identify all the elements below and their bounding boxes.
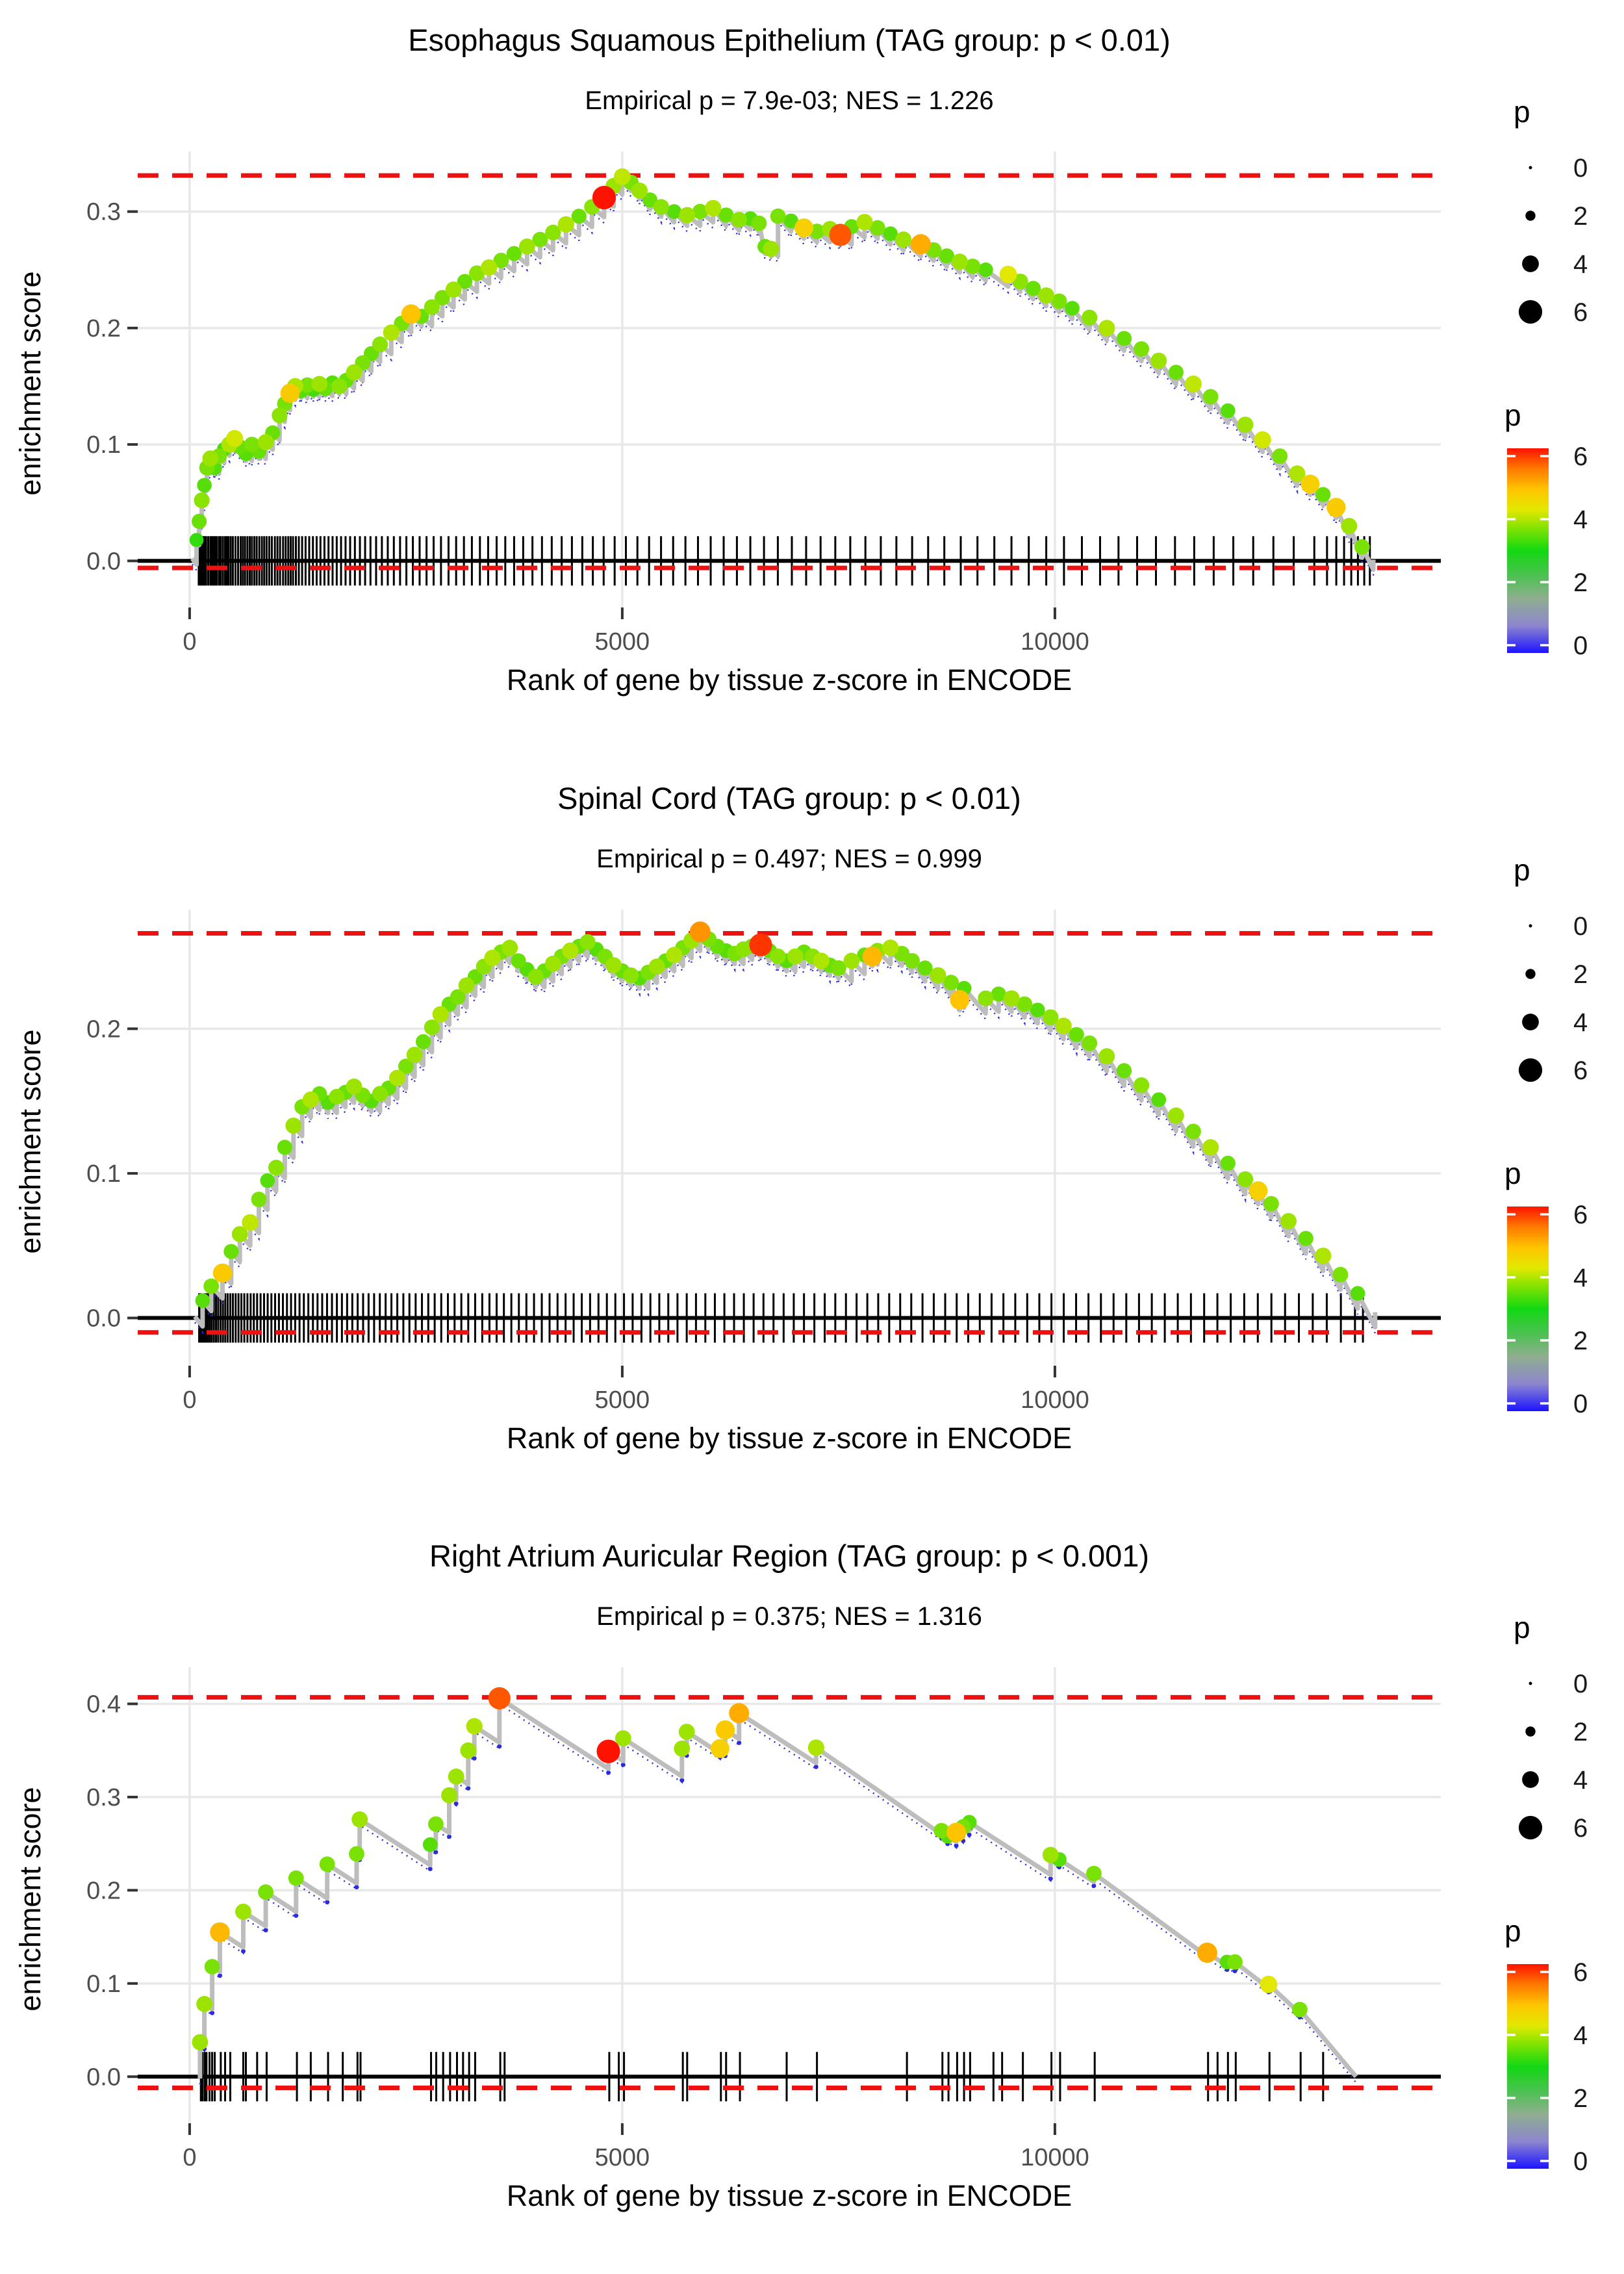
gene-dot <box>666 947 682 963</box>
gene-dot <box>597 1740 620 1763</box>
gene-dot <box>978 991 993 1006</box>
panel-subtitle: Empirical p = 0.375; NES = 1.316 <box>596 1602 982 1631</box>
blue-dot <box>210 2011 214 2015</box>
gene-dot <box>679 207 695 224</box>
gene-dot <box>729 1703 749 1723</box>
y-tick-label: 0.1 <box>86 1970 121 1998</box>
panel-2 <box>0 758 1624 1516</box>
gene-dot <box>1299 1231 1313 1246</box>
panel-subtitle: Empirical p = 7.9e-03; NES = 1.226 <box>585 86 994 115</box>
size-legend-dot <box>1519 300 1542 324</box>
color-legend-title: p <box>1504 1156 1521 1190</box>
gene-dot <box>349 1846 364 1862</box>
y-axis-title: enrichment score <box>14 1787 47 2012</box>
gene-dot <box>428 1817 444 1832</box>
gene-dot <box>946 1822 966 1842</box>
gene-dot <box>844 952 860 969</box>
size-legend-dot <box>1529 925 1532 928</box>
gene-dot <box>631 183 648 199</box>
gene-dot <box>258 1884 273 1900</box>
gridlines <box>138 1667 1441 2123</box>
size-legend-label: 4 <box>1573 250 1588 279</box>
gene-dot <box>459 977 475 993</box>
gene-dot <box>558 216 574 233</box>
gene-dot <box>242 1214 259 1231</box>
gene-dot <box>203 1279 219 1294</box>
gene-dot <box>481 259 497 275</box>
y-tick-label: 0.0 <box>86 1305 121 1333</box>
size-legend-dot <box>1522 1014 1539 1030</box>
size-legend-dot <box>1525 1726 1535 1736</box>
gene-dot <box>856 214 872 230</box>
blue-dot <box>1048 1876 1053 1881</box>
gene-dot <box>1354 539 1370 555</box>
gene-dot <box>1292 2002 1308 2017</box>
gene-dot <box>1237 1171 1253 1187</box>
color-legend <box>1504 1914 1588 2176</box>
gene-dot <box>1300 475 1319 494</box>
colorbar <box>1507 1964 1549 2169</box>
gene-dot <box>1098 320 1115 336</box>
gene-dot <box>1004 990 1020 1006</box>
x-tick-label: 5000 <box>594 1386 650 1414</box>
blue-dot <box>264 1928 268 1932</box>
gene-dot <box>1186 1124 1201 1140</box>
y-tick-label: 0.0 <box>86 548 121 576</box>
gene-dot <box>580 934 596 950</box>
colorbar-tick-label: 2 <box>1573 1327 1588 1355</box>
gene-dot <box>372 1086 388 1101</box>
sawtooth-bottom-dots <box>202 1741 1302 2051</box>
gene-dot <box>1168 1108 1184 1124</box>
size-legend-label: 0 <box>1573 1670 1588 1698</box>
gene-dot <box>285 1118 301 1134</box>
size-legend-label: 0 <box>1573 154 1588 183</box>
gene-dot <box>770 209 786 224</box>
gene-dot <box>1069 1027 1084 1042</box>
blue-dot <box>354 1885 359 1889</box>
colorbar-tick-label: 6 <box>1573 442 1588 471</box>
gene-dot <box>1056 1017 1072 1034</box>
panel-subtitle: Empirical p = 0.497; NES = 0.999 <box>596 845 982 873</box>
size-legend-label: 6 <box>1573 1056 1588 1085</box>
gene-dots <box>192 1687 1308 2050</box>
gene-dot <box>882 939 898 956</box>
gene-dot <box>1326 498 1345 517</box>
y-axis-title: enrichment score <box>14 1029 47 1254</box>
colorbar-tick-label: 4 <box>1573 2021 1588 2050</box>
gene-dot <box>1237 416 1254 433</box>
colorbar-tick-label: 4 <box>1573 1264 1588 1292</box>
x-axis-title: Rank of gene by tissue z-score in ENCODE <box>506 663 1072 696</box>
gene-dot <box>679 1724 695 1740</box>
gene-dot <box>978 262 993 277</box>
gene-dot <box>711 1739 730 1758</box>
x-tick-label: 5000 <box>594 628 650 656</box>
color-legend <box>1504 398 1588 660</box>
gene-dot <box>690 921 711 942</box>
gene-dot <box>346 1079 362 1095</box>
gene-dot <box>258 434 274 450</box>
size-legend-dot <box>1525 211 1535 220</box>
size-legend <box>1514 95 1588 327</box>
y-tick-label: 0.3 <box>86 1783 121 1811</box>
gene-dot <box>649 958 665 975</box>
gene-dot <box>1150 353 1167 369</box>
gridlines <box>138 910 1441 1366</box>
gene-dot <box>288 1871 304 1886</box>
y-axis-title: enrichment score <box>14 271 47 496</box>
axes <box>86 1016 1089 1414</box>
gene-dot <box>1065 301 1080 316</box>
gene-dot <box>653 199 669 214</box>
gene-dot <box>272 407 287 423</box>
gene-dot <box>190 533 204 547</box>
y-tick-label: 0.2 <box>86 314 121 342</box>
size-legend-dot <box>1529 1682 1532 1685</box>
gene-dot <box>1333 1267 1349 1283</box>
gene-dot <box>423 1837 438 1852</box>
size-legend-label: 6 <box>1573 1814 1588 1843</box>
gene-dot <box>1038 287 1054 303</box>
gene-dot <box>446 281 462 298</box>
gene-dot <box>1030 1003 1045 1017</box>
blue-dot <box>325 1900 329 1904</box>
y-tick-label: 0.3 <box>86 198 121 226</box>
gene-dot <box>488 1687 511 1709</box>
size-legend-label: 6 <box>1573 298 1588 327</box>
size-legend-dot <box>1519 1816 1542 1839</box>
gene-dot <box>441 1787 457 1804</box>
gene-dot <box>389 1070 405 1086</box>
panel-title: Esophagus Squamous Epithelium (TAG group: p < 0.01) <box>408 23 1171 57</box>
axes <box>86 199 1089 656</box>
gene-dot <box>351 1811 368 1828</box>
gene-dot <box>424 300 440 315</box>
color-legend <box>1504 1156 1588 1418</box>
gene-dot <box>770 949 786 964</box>
x-tick-label: 0 <box>183 2144 197 2171</box>
gene-dot <box>863 947 882 966</box>
gene-dot <box>320 1856 335 1872</box>
enrichment-curve <box>192 177 1373 570</box>
gene-dot <box>277 1140 292 1155</box>
gene-dot <box>223 1244 238 1259</box>
under-curve-dotted-line <box>200 1704 1356 2084</box>
gene-dot <box>1227 1954 1243 1970</box>
gene-dot <box>226 430 243 447</box>
size-legend-label: 2 <box>1573 960 1588 989</box>
size-legend-label: 2 <box>1573 202 1588 231</box>
gene-dot <box>416 1034 431 1049</box>
gene-dot <box>1254 431 1271 448</box>
gene-dot <box>545 956 561 972</box>
gene-dots <box>196 921 1365 1308</box>
y-tick-label: 0.1 <box>86 431 121 459</box>
gene-dot <box>1117 331 1132 346</box>
panel-3 <box>0 1516 1624 2274</box>
gene-dot <box>1351 1286 1365 1301</box>
colorbar-tick-label: 6 <box>1573 1201 1588 1229</box>
size-legend-title: p <box>1514 1611 1530 1644</box>
blue-dot <box>1091 1884 1096 1888</box>
gene-dot <box>329 1089 344 1105</box>
gene-dot <box>1202 1139 1219 1155</box>
gene-dot <box>197 478 212 493</box>
gene-dot <box>813 952 830 969</box>
gene-dot <box>268 1160 284 1175</box>
gene-dot <box>244 437 260 452</box>
blue-dot <box>606 1770 611 1775</box>
size-legend-label: 4 <box>1573 1008 1588 1037</box>
gene-dot <box>205 1959 220 1974</box>
gene-dot <box>519 238 535 255</box>
panel-1 <box>0 0 1624 758</box>
gene-dot <box>1134 1077 1149 1093</box>
gene-dot <box>1197 1943 1217 1963</box>
x-axis-title: Rank of gene by tissue z-score in ENCODE <box>506 2179 1072 2212</box>
gene-dot <box>331 378 347 394</box>
gene-dot <box>407 1047 423 1063</box>
enrichment-curve <box>200 1698 1356 2078</box>
x-tick-label: 10000 <box>1021 1386 1089 1414</box>
gene-dot <box>895 231 911 248</box>
gene-dot <box>235 1904 251 1920</box>
blue-dot <box>428 1867 433 1871</box>
colorbar <box>1507 1207 1549 1411</box>
size-legend-dot <box>1522 255 1539 272</box>
gene-dot <box>203 450 219 466</box>
colorbar-tick-label: 2 <box>1573 568 1588 597</box>
gene-dot <box>752 216 767 231</box>
gene-dot <box>1134 341 1149 357</box>
size-legend-title: p <box>1514 853 1530 887</box>
gene-dot <box>1043 1847 1059 1863</box>
gene-dot <box>1272 448 1288 464</box>
y-tick-label: 0.0 <box>86 2063 121 2091</box>
gene-dot <box>196 1294 210 1309</box>
gene-dot <box>260 1173 275 1188</box>
colorbar-tick-label: 2 <box>1573 2084 1588 2113</box>
gene-dot <box>251 1192 267 1207</box>
gene-dot <box>213 1264 232 1283</box>
gene-dot <box>830 224 852 246</box>
gene-dot <box>716 1720 735 1739</box>
gene-dot <box>311 376 327 392</box>
gene-dot <box>303 1092 319 1108</box>
colorbar-tick-label: 4 <box>1573 505 1588 534</box>
size-legend-dot <box>1529 166 1532 170</box>
blue-dot <box>954 1843 959 1848</box>
blue-dot <box>447 1834 451 1839</box>
size-legend-dot <box>1519 1058 1542 1082</box>
gene-dot <box>1280 1213 1297 1229</box>
color-legend-title: p <box>1504 1914 1521 1948</box>
gene-dot <box>1082 1036 1097 1051</box>
gene-dot <box>1260 1976 1278 1993</box>
gene-dot <box>1221 1156 1236 1171</box>
blue-dot <box>621 1763 626 1767</box>
gene-dot <box>372 337 388 352</box>
gene-dot <box>1152 1092 1167 1107</box>
gene-dot <box>794 218 813 237</box>
x-tick-label: 0 <box>183 1386 197 1414</box>
y-tick-label: 0.1 <box>86 1160 121 1188</box>
y-tick-label: 0.2 <box>86 1877 121 1905</box>
gene-dot <box>210 1923 229 1942</box>
gene-dot <box>1169 364 1184 379</box>
gene-dot <box>194 492 210 508</box>
gene-dot <box>401 304 421 324</box>
gene-dot <box>1098 1048 1115 1064</box>
gene-dot <box>623 967 639 983</box>
gene-dot <box>808 1739 824 1756</box>
gene-dot <box>572 209 587 224</box>
colorbar-tick-label: 0 <box>1573 1390 1588 1418</box>
color-legend-title: p <box>1504 398 1521 432</box>
y-tick-label: 0.4 <box>86 1691 121 1718</box>
gene-dot <box>1000 266 1017 283</box>
blue-dot <box>218 1973 222 1978</box>
size-legend <box>1514 853 1588 1085</box>
size-legend-label: 0 <box>1573 912 1588 941</box>
y-tick-label: 0.2 <box>86 1016 121 1043</box>
gene-dot <box>1263 1196 1279 1212</box>
gene-dot <box>466 1718 483 1734</box>
gene-dot <box>592 186 616 209</box>
size-legend-dot <box>1525 969 1535 978</box>
gene-dot <box>1203 389 1219 405</box>
gene-dot <box>911 234 931 254</box>
size-legend <box>1514 1611 1588 1843</box>
panel-title: Spinal Cord (TAG group: p < 0.01) <box>557 781 1021 815</box>
gene-dot <box>346 364 362 381</box>
gene-dot <box>614 168 631 185</box>
colorbar <box>1507 448 1549 653</box>
gene-dot <box>1249 1181 1267 1200</box>
axes <box>86 1691 1089 2171</box>
size-legend-dot <box>1522 1771 1539 1788</box>
gene-dot <box>787 949 804 965</box>
x-tick-label: 0 <box>183 628 197 656</box>
blue-dot <box>679 1778 684 1783</box>
gene-dot <box>1185 376 1202 392</box>
gene-dot <box>192 2034 209 2050</box>
x-tick-label: 5000 <box>594 2144 650 2171</box>
gene-dot <box>448 1769 464 1785</box>
gene-dot <box>731 212 747 227</box>
gene-dot <box>511 953 526 968</box>
size-legend-label: 2 <box>1573 1718 1588 1746</box>
gene-dot <box>192 514 207 529</box>
gene-dot <box>605 957 622 973</box>
colorbar-tick-label: 6 <box>1573 1958 1588 1987</box>
gene-dot <box>1315 1247 1331 1264</box>
blue-dot <box>241 1949 246 1954</box>
gene-dot <box>433 1006 449 1023</box>
gene-dot <box>950 990 969 1010</box>
x-tick-label: 10000 <box>1021 2144 1089 2171</box>
gene-dot <box>763 241 780 257</box>
blue-dot <box>497 1744 501 1748</box>
gene-dot <box>705 200 721 216</box>
size-legend-label: 4 <box>1573 1766 1588 1795</box>
gene-dot <box>501 939 518 956</box>
gene-dot <box>735 941 751 957</box>
gene-dot <box>460 1743 476 1759</box>
gene-dot <box>749 934 772 956</box>
gene-dot <box>1086 1866 1102 1882</box>
gene-dot <box>952 253 968 270</box>
gene-dot <box>562 943 578 959</box>
colorbar-tick-label: 0 <box>1573 632 1588 660</box>
blue-dot <box>454 1801 459 1806</box>
gene-dot <box>1117 1063 1132 1078</box>
gene-dot <box>196 1996 212 2012</box>
gene-dot <box>528 969 544 984</box>
gene-dot <box>1221 403 1236 418</box>
gene-dot <box>1341 518 1357 534</box>
x-axis-title: Rank of gene by tissue z-score in ENCODE <box>506 1422 1072 1455</box>
blue-dot <box>814 1765 818 1769</box>
gene-dot <box>674 1741 690 1757</box>
colorbar-tick-label: 0 <box>1573 2147 1588 2176</box>
blue-dot <box>737 1741 741 1745</box>
gene-dot <box>904 953 920 969</box>
blue-dot <box>466 1786 470 1791</box>
size-legend-title: p <box>1514 95 1530 129</box>
gene-dot <box>281 384 299 403</box>
gene-dot <box>1082 310 1097 326</box>
gene-dot <box>485 950 501 966</box>
gene-dot <box>930 967 946 984</box>
blue-dot <box>294 1913 298 1918</box>
x-tick-label: 10000 <box>1021 628 1089 656</box>
gene-dot <box>383 324 400 340</box>
panel-title: Right Atrium Auricular Region (TAG group: p < 0.001) <box>429 1539 1150 1573</box>
